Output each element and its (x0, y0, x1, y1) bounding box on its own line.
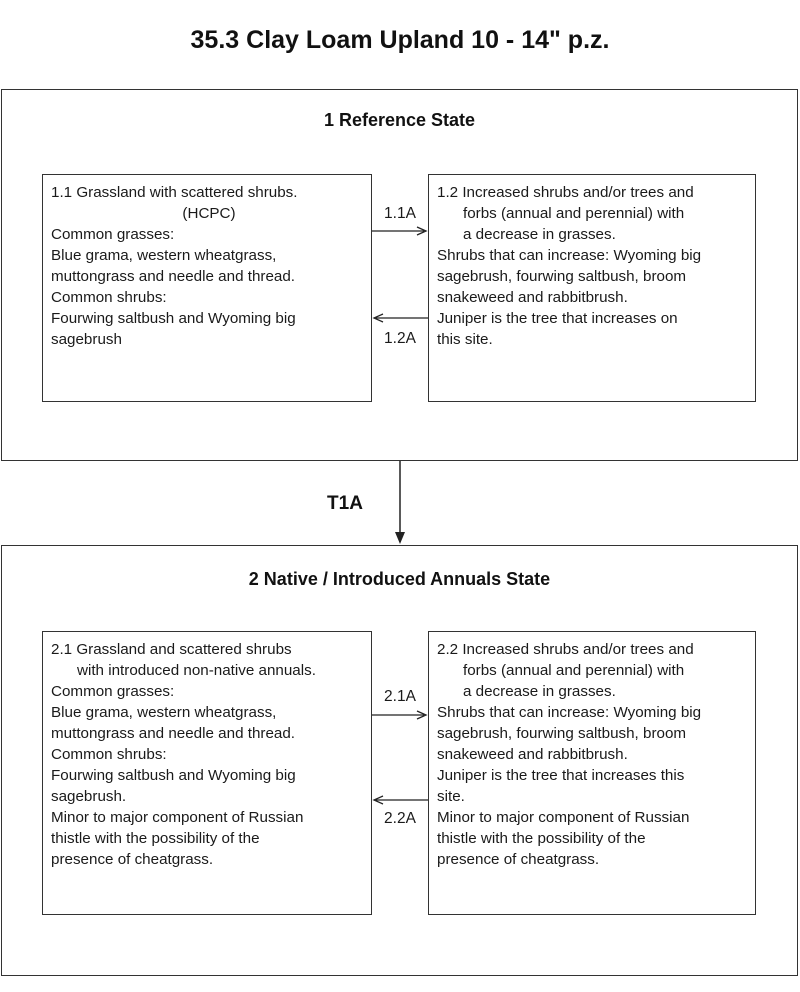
phase-1-1-line: Common grasses: (51, 226, 175, 243)
pathway-2-1a-label: 2.1A (384, 688, 416, 705)
phase-1-2-line: this site. (437, 331, 493, 348)
phase-2-2-line: Minor to major component of Russian (437, 809, 690, 826)
phase-2-2-line: 2.2 Increased shrubs and/or trees and (437, 641, 694, 658)
phase-1-1-line: sagebrush (51, 331, 122, 348)
pathway-2-1a-arrow (372, 711, 426, 719)
phase-1-2-line: forbs (annual and perennial) with (463, 205, 685, 222)
phase-2-1-line: Minor to major component of Russian (51, 809, 304, 826)
phase-2-1-line: 2.1 Grassland and scattered shrubs (51, 641, 292, 658)
phase-1-2-line: a decrease in grasses. (463, 226, 616, 243)
pathway-1-2a-arrow (374, 314, 428, 322)
phase-2-1-line: thistle with the possibility of the (51, 830, 260, 847)
phase-1-2-line: Juniper is the tree that increases on (437, 310, 678, 327)
phase-2-1-line: with introduced non-native annuals. (77, 662, 316, 679)
pathway-2-2a-label: 2.2A (384, 810, 416, 827)
phase-2-2-line: sagebrush, fourwing saltbush, broom (437, 725, 687, 742)
phase-2-2-line: Juniper is the tree that increases this (437, 767, 685, 784)
phase-2-2-line: Shrubs that can increase: Wyoming big (437, 704, 702, 721)
phase-1-1-line: muttongrass and needle and thread. (51, 268, 296, 285)
phase-2-1-line: Common grasses: (51, 683, 175, 700)
phase-2-1-line: presence of cheatgrass. (51, 851, 214, 868)
phase-1-1-line: Fourwing saltbush and Wyoming big (51, 310, 296, 327)
phase-1-1-line: (HCPC) (182, 205, 236, 222)
phase-2-1-line: muttongrass and needle and thread. (51, 725, 296, 742)
phase-2-2-line: thistle with the possibility of the (437, 830, 646, 847)
state-1-title: 1 Reference State (323, 110, 476, 130)
phase-1-1-line: Blue grama, western wheatgrass, (51, 247, 277, 264)
pathway-1-2a-label: 1.2A (384, 330, 416, 347)
pathway-1-1a-label: 1.1A (384, 205, 416, 222)
phase-1-1-line: 1.1 Grassland with scattered shrubs. (51, 184, 298, 201)
phase-2-1-line: sagebrush. (51, 788, 127, 805)
phase-1-2-line: Shrubs that can increase: Wyoming big (437, 247, 702, 264)
transition-t1a-label: T1A (327, 493, 363, 514)
diagram-title: 35.3 Clay Loam Upland 10 - 14" p.z. (190, 26, 610, 54)
pathway-2-2a-arrow (374, 796, 428, 804)
phase-2-2-line: presence of cheatgrass. (437, 851, 600, 868)
phase-2-2-line: snakeweed and rabbitbrush. (437, 746, 628, 763)
phase-2-1-line: Fourwing saltbush and Wyoming big (51, 767, 296, 784)
phase-2-2-line: forbs (annual and perennial) with (463, 662, 685, 679)
pathway-1-1a-arrow (372, 227, 426, 235)
transition-t1a-arrow (395, 461, 405, 544)
phase-2-2-line: a decrease in grasses. (463, 683, 616, 700)
phase-2-2-line: site. (437, 788, 465, 805)
phase-2-1-line: Common shrubs: (51, 746, 167, 763)
phase-1-1-line: Common shrubs: (51, 289, 167, 306)
phase-1-2-line: sagebrush, fourwing saltbush, broom (437, 268, 687, 285)
phase-1-2-line: 1.2 Increased shrubs and/or trees and (437, 184, 694, 201)
state-2-title: 2 Native / Introduced Annuals State (248, 569, 551, 589)
phase-2-1-line: Blue grama, western wheatgrass, (51, 704, 277, 721)
phase-1-2-line: snakeweed and rabbitbrush. (437, 289, 628, 306)
